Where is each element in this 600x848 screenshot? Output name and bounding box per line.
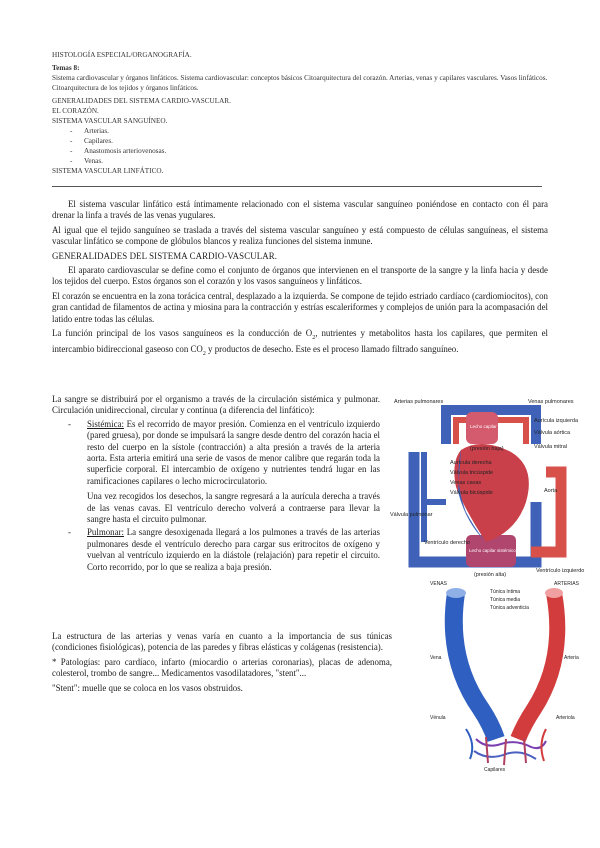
paragraph-stent: "Stent": muelle que se coloca en los vasos obstruidos. <box>52 682 243 693</box>
heading-generalidades: GENERALIDADES DEL SISTEMA CARDIO-VASCULAR. <box>52 250 278 261</box>
subitem-arterias: - Arterias. <box>70 126 552 136</box>
paragraph-funcion: La función principal de los vasos sanguíneos es la conducción de $O_2$, nutrientes y metabolitos hasta los capilares, que permiten el intercambio bidireccional gaseoso con $CO_2$ y productos de desecho. Este es el proceso llamado filtrado sanguíneo. <box>52 328 548 358</box>
label-lecho-sist: Lecho capilar sistémico <box>469 548 516 553</box>
section-vascular-linfatico: SISTEMA VASCULAR LINFÁTICO. <box>52 167 164 175</box>
label-venas-pulm: Venas pulmonares <box>528 399 574 405</box>
subitem-capilares: - Capilares. <box>70 136 552 146</box>
label-auricula-izq: Aurícula izquierda <box>534 418 579 424</box>
label-valv-pulmonar: Válvula pulmonar <box>390 512 433 518</box>
label-auricula-der: Aurícula derecha <box>450 460 492 466</box>
paragraph-tejido: Al igual que el tejido sanguíneo se traslada a través del sistema vascular sanguíneo y está compuesto de células sanguíneas, el sistema vascular linfático se compone de glóbulos blancos y realiza funciones del sistema inmune. <box>52 224 548 247</box>
body-text <box>52 199 548 363</box>
label-tunica-int: Túnica íntima <box>490 589 521 595</box>
label-valv-bicuspide: Válvula bicúspide <box>450 490 493 496</box>
divider <box>52 186 542 187</box>
header-block <box>52 50 552 176</box>
label-sistemica: Sistémica: <box>87 418 124 429</box>
circulation-list <box>52 419 380 573</box>
list-item-sistemica: - Sistémica: Es el recorrido de mayor presión. Comienza en el ventrículo izquierdo (pared gruesa), por donde se impulsará la sangre desde dentro del corazón hacia el resto del cuerpo en la sístole (contracción) a alta presión a través de la arteria aorta. Esta arteria emitirá una serie de vasos de menor calibre que regarán toda la superficie corporal. El intercambio de oxígeno y nutrientes tendrá lugar en las ramificaciones capilares o lecho microcirculatorio. Una vez recogidos los desechos, la sangre regresará a la aurícula derecha a través de las venas cavas. El ventrículo derecho volverá a contraerse para llevar la sangre hasta el circuito pulmonar. <box>52 419 380 526</box>
label-tunica-media: Túnica media <box>490 597 521 603</box>
label-venas: VENAS <box>430 581 447 587</box>
section-generalidades: GENERALIDADES DEL SISTEMA CARDIO-VASCULAR. <box>52 97 231 105</box>
subitems-list <box>52 126 552 166</box>
temas-label: Temas 8: <box>52 64 80 72</box>
vessel-structure-diagram <box>426 579 586 774</box>
label-vena: Vena <box>430 655 442 661</box>
subitem-anastomosis: - Anastomosis arteriovenosas. <box>70 146 552 156</box>
doc-title: HISTOLOGÍA ESPECIAL/ORGANOGRAFÍA. <box>52 51 192 59</box>
label-presion-alta: (presión alta) <box>474 572 507 578</box>
label-venula: Vénula <box>430 715 446 721</box>
paragraph-corazon: El corazón se encuentra en la zona torácica central, desplazado a la izquierda. Se compone de tejido estriado cardíaco (cardiomiocitos), con gran cantidad de filamentos de actina y miosina para la contracción y estrías escaleriformes y complejos de unión para la acompasación del latido entre todas las células. <box>52 290 548 324</box>
label-arteria: Arteria <box>564 655 579 661</box>
circulation-column <box>52 394 380 575</box>
label-tunica-adv: Túnica adventicia <box>490 605 529 611</box>
circulation-diagram <box>386 392 585 578</box>
label-vent-der: Ventrículo derecho <box>424 540 470 546</box>
label-valv-mitral: Válvula mitral <box>534 444 568 450</box>
section-vascular-sanguineo: SISTEMA VASCULAR SANGUÍNEO. <box>52 117 168 125</box>
paragraph-patologias: * Patologías: paro cardíaco, infarto (miocardio o arterias coronarias), placas de adenoma, colesterol, trombo de sangre... Medicamentos vasodilatadores, "stent"... <box>52 656 392 679</box>
label-aorta: Aorta <box>544 488 558 494</box>
label-valv-aortica: Válvula aórtica <box>534 430 571 436</box>
section-corazon: EL CORAZÓN. <box>52 107 99 115</box>
paragraph-regreso: Una vez recogidos los desechos, la sangre regresará a la aurícula derecha a través de las venas cavas. El ventrículo derecho volverá a contraerse para llevar la sangre hasta el circuito pulmonar. <box>87 491 380 525</box>
label-valv-tricuspide: Válvula tricúspide <box>450 470 494 476</box>
label-vent-izq: Ventrículo izquierdo <box>536 568 585 574</box>
paragraph-circulacion: La sangre se distribuirá por el organismo a través de la circulación sistémica y pulmonar. Circulación unidireccional, circular y contínua (a diferencia del linfático): <box>52 394 380 416</box>
label-art-pulm: Arterias pulmonares <box>394 399 444 405</box>
label-presion-baja: (presión baja) <box>470 446 504 452</box>
label-capilares: Capilares <box>484 767 506 773</box>
paragraph-aparato: El aparato cardiovascular se define como el conjunto de órganos que intervienen en el transporte de la sangre y la linfa hacia y desde los tejidos del cuerpo. Estos órganos son el corazón y los vasos sanguíneos y linfáticos. <box>52 265 548 287</box>
label-lecho-pulm: Lecho capilar pulmonar <box>470 424 517 429</box>
paragraph-linfatico: El sistema vascular linfático está íntimamente relacionado con el sistema vascular sanguíneo poniéndose en contacto con él para drenar la linfa a través de las venas yugulares. <box>52 199 548 221</box>
label-arteriola: Arteriola <box>556 715 575 721</box>
temas-text: Sistema cardiovascular y órganos linfáticos. Sistema cardiovascular: conceptos básicos Citoarquitectura del corazón. Arterias, venas y capilares vasculares. Vasos linfáticos. Citoarquitectura de los tejidos y órganos linfáticos. <box>52 74 548 92</box>
label-venas-cavas: Venas cavas <box>450 480 482 486</box>
label-pulmonar: Pulmonar: <box>87 527 124 538</box>
paragraph-estructura: La estructura de las arterias y venas varía en cuanto a la importancia de sus túnicas (condiciones fisiológicas), potencia de las paredes y fibras elásticas y colágenas (resistencia). <box>52 631 392 653</box>
subitem-venas: - Venas. <box>70 156 552 166</box>
list-item-pulmonar: - Pulmonar: La sangre desoxigenada llegará a los pulmones a través de las arterias pulmonares desde el ventrículo derecho para cargar sus eritrocitos de oxígeno y vuelvan al ventrículo izquierdo en la diástole (relajación) para repetir el circuito. Corto recorrido, por lo que se realiza a baja presión. <box>52 527 380 573</box>
label-arterias: ARTERIAS <box>554 581 579 587</box>
